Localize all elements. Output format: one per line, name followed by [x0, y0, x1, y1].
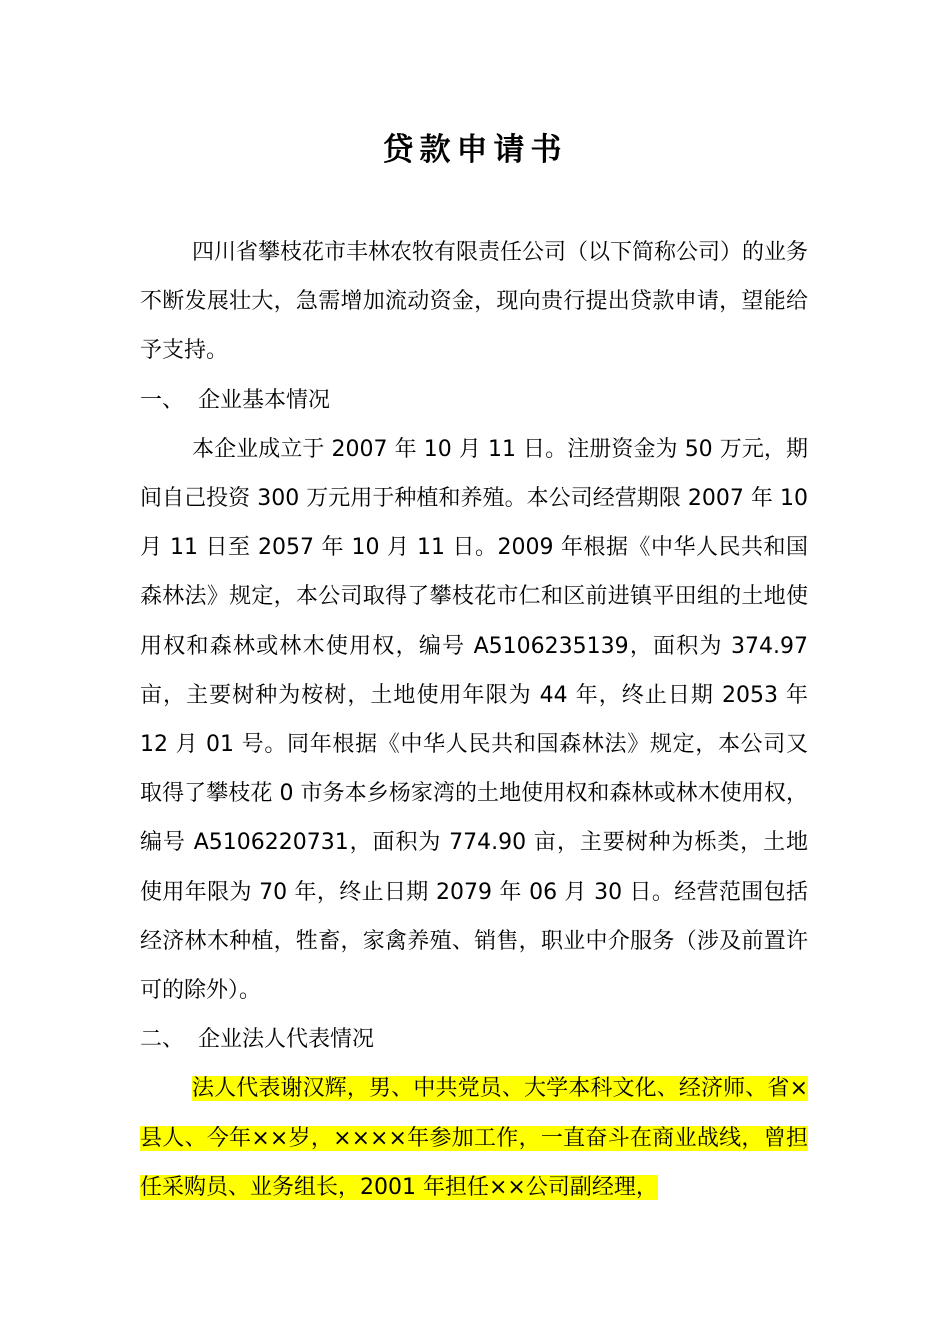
legal-rep-paragraph-wrapper: [140, 1064, 808, 1212]
document-title: 贷款申请书: [382, 132, 568, 168]
legal-rep-paragraph-highlighted: 法人代表谢汉辉，男、中共党员、大学本科文化、经济师、省×县人、今年××岁，××××年参加工作，一直奋斗在商业战线，曾担任采购员、业务组长，2001 年担任××公司副经理，: [140, 1076, 808, 1200]
section-heading-basic-info: 一、 企业基本情况: [140, 387, 330, 413]
section-heading-legal-rep: 二、 企业法人代表情况: [140, 1027, 374, 1053]
document-body: [140, 228, 808, 1212]
intro-paragraph: 四川省攀枝花市丰林农牧有限责任公司（以下简称公司）的业务不断发展壮大，急需增加流动资金，现向贵行提出贷款申请，望能给予支持。: [140, 240, 809, 364]
basic-info-paragraph: 本企业成立于 2007 年 10 月 11 日。注册资金为 50 万元，期间自己投资 300 万元用于种植和养殖。本公司经营期限 2007 年 10 月 11 日至 2057 年 10 月 11 日。2009 年根据《中华人民共和国森林法》规定，本公司取得了攀枝花市仁和区前进镇平田组的土地使用权和森林或林木使用权，编号 A5106235139，面积为 374.97 亩，主要树种为桉树，土地使用年限为 44 年，终止日期 2053 年 12 月 01 号。同年根据《中华人民共和国森林法》规定，本公司又取得了攀枝花 0 市务本乡杨家湾的土地使用权和森林或林木使用权，编号 A5106220731，面积为 774.90 亩，主要树种为栎类，土地使用年限为 70 年，终止日期 2079 年 06 月 30 日。经营范围包括经济林木种植，牲畜，家禽养殖、销售，职业中介服务（涉及前置许可的除外）。: [140, 436, 808, 1004]
